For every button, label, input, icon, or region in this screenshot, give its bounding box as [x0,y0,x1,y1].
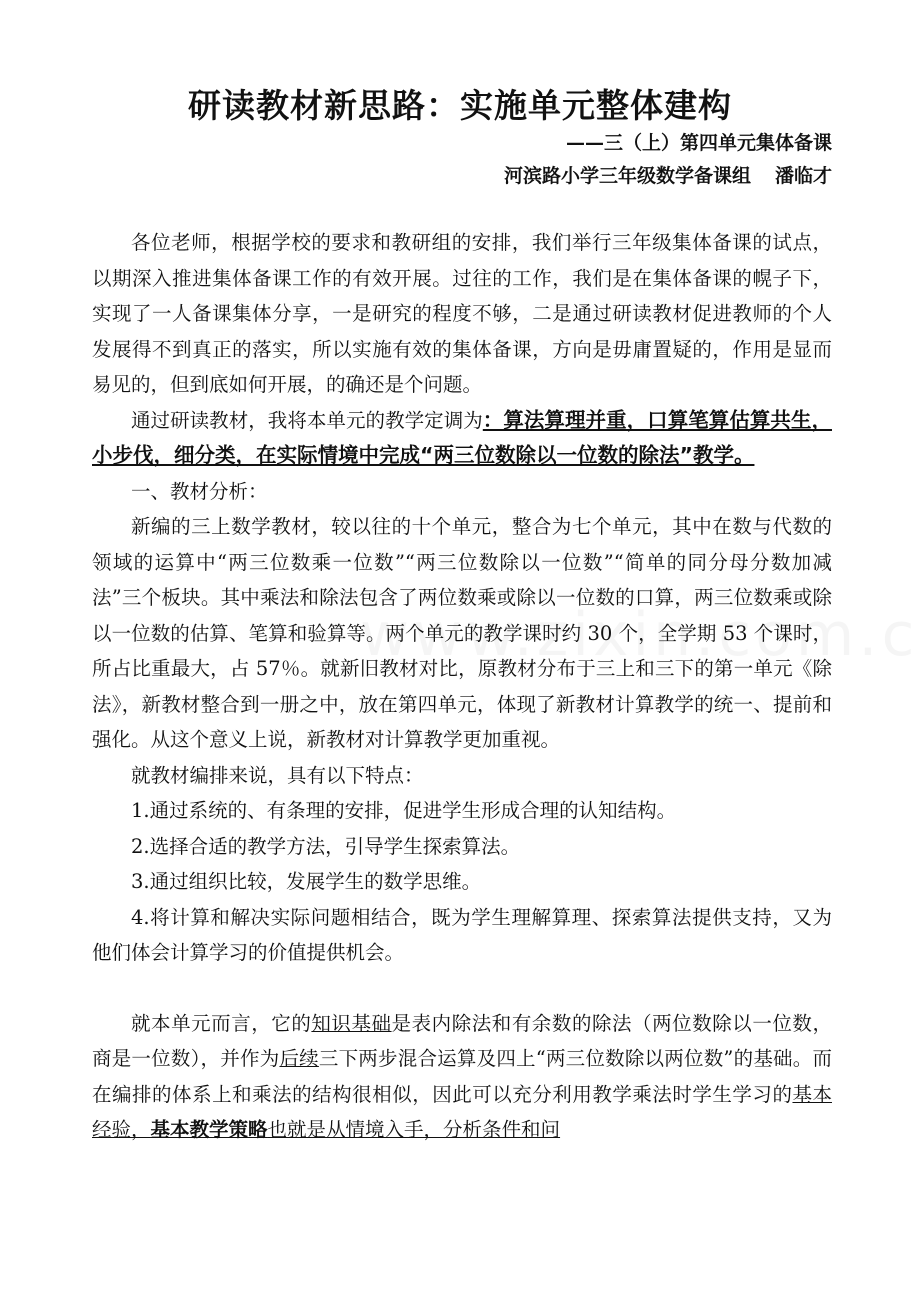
document-subtitle: ——三（上）第四单元集体备课 [565,132,832,154]
text-run: 也就是从情境入手，分析条件和问 [267,1118,561,1141]
author-name: 潘临才 [774,165,832,187]
paragraph-unit [92,1006,832,1148]
underlined-follow-up: 后续 [279,1047,319,1070]
list-item: 4.将计算和解决实际问题相结合，既为学生理解算理、探索算法提供支持，又为他们体会计算学习的价值提供机会。 [92,905,832,964]
theme-lead: 通过研读教材，我将本单元的教学定调为 [131,408,483,432]
author-org: 河滨路小学三年级数学备课组 [503,165,751,187]
text-run: 三下两步混合运算及四上“两三位数除以两位数”的基础。而在编排的体系上和乘法的结构很相似，因此可以充分利用教学乘法时学生学习的 [92,1047,832,1106]
document-body [92,225,832,1148]
text-run: 是表内除法和有余数的除法（两位数除以一位数，商是一位数），并作为 [92,1011,832,1070]
theme-highlight: ：算法算理并重，口算笔算估算共生，小步伐，细分类，在实际情境中完成“两三位数除以一位数的除法”教学。 [92,407,832,467]
text-run: 就本单元而言，它的 [131,1011,312,1035]
list-item: 2.选择合适的教学方法，引导学生探索算法。 [131,834,521,858]
underlined-basic-experience: 基本经验 [92,1082,832,1141]
document-title: 研读教材新思路：实施单元整体建构 [188,86,732,125]
paragraph-analysis: 新编的三上数学教材，较以往的十个单元，整合为七个单元，其中在数与代数的领域的运算中“两三位数乘一位数”“两三位数除以一位数”“简单的同分母分数加减法”三个板块。其中乘法和除法包含了两位数乘或除以一位数的口算，两三位数乘或除以一位数的估算、笔算和验算等。两个单元的教学课时约 30 个，全学期 53 个课时，所占比重最大，占 57％。就新旧教材对比，原教材分布于三上和三下的第一单元《除法》，新教材整合到一册之中，放在第四单元，体现了新教材计算教学的统一、提前和强化。从这个意义上说，新教材对计算教学更加重视。 [92,515,832,751]
list-item: 1.通过系统的、有条理的安排，促进学生形成合理的认知结构。 [131,799,677,822]
list-item: 3.通过组织比较，发展学生的数学思维。 [131,870,482,893]
underlined-knowledge-base: 知识基础 [311,1011,392,1035]
paragraph-features-intro: 就教材编排来说，具有以下特点： [131,763,424,787]
paragraph-intro: 各位老师，根据学校的要求和教研组的安排，我们举行三年级集体备课的试点，以期深入推进集体备课工作的有效开展。过往的工作，我们是在集体备课的幌子下，实现了一人备课集体分享，一是研究的程度不够，二是通过研读教材促进教师的个人发展得不到真正的落实，所以实施有效的集体备课，方向是毋庸置疑的，作用是显而易见的，但到底如何开展，的确还是个问题。 [92,231,832,396]
underlined-basic-strategy: 基本教学策略 [150,1118,268,1141]
paragraph-theme [92,403,832,474]
section-heading-1: 一、教材分析： [131,479,268,503]
author-line [504,161,832,188]
text-run: ， [131,1118,151,1141]
